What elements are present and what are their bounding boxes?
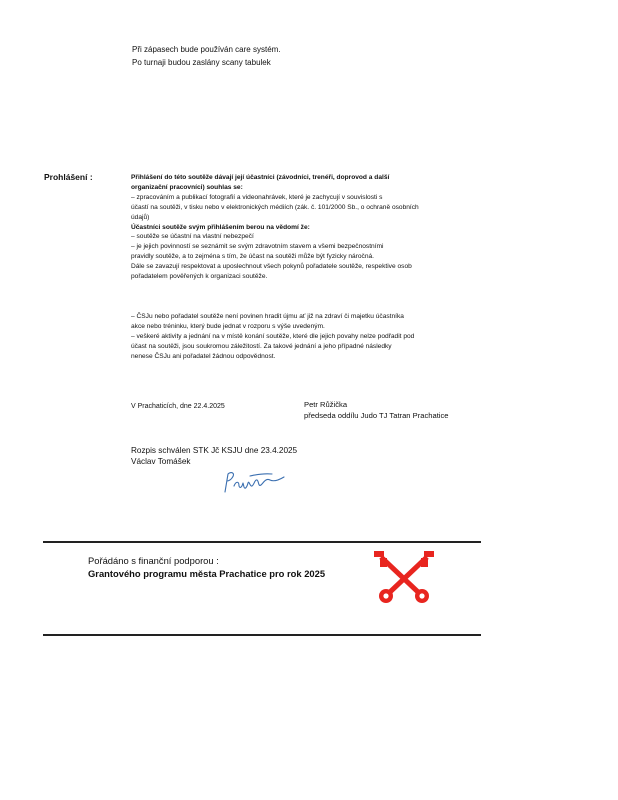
liability-line: – ČSJu nebo pořadatel soutěže není povinen hradit újmu ať již na zdraví či majetku účastníka [131,312,404,320]
declaration-line: Účastníci soutěže svým přihlášením berou na vědomí že: [131,223,310,231]
declaration-line: Dále se zavazují respektovat a uposlechnout všech pokynů pořadatele soutěže, respektive osob [131,263,412,271]
intro-line-scans: Po turnaji budou zaslány scany tabulek [132,58,271,67]
declaration-line: – soutěže se účastní na vlastní nebezpečí [131,233,254,241]
declaration-line: pořadatelem pověřených k organizaci soutěže. [131,273,268,281]
declaration-text [131,173,491,362]
signatory-role: předseda oddílu Judo TJ Tatran Prachatice [304,411,449,420]
signatory-name: Petr Růžička [304,400,348,409]
declaration-line: Přihlášení do této soutěže dávají její účastníci (závodníci, trenéři, doprovod a další [131,174,390,181]
approval-line: Rozpis schválen STK Jč KSJU dne 23.4.2025 [131,446,298,455]
declaration-line: organizační pracovníci) souhlas se: [131,183,243,191]
handwritten-signature [222,468,292,496]
place-date: V Prachaticích, dne 22.4.2025 [131,403,225,410]
crossed-keys-emblem-icon [372,548,436,608]
bottom-divider [43,634,481,636]
approver-name: Václav Tomášek [131,457,191,466]
declaration-line: – zpracováním a publikací fotografií a videonahrávek, které je zachycují v souvislosti s [131,193,383,201]
liability-line: účast na soutěži, jsou soukromou záležitostí. Za takové jednání a jeho případné následky [131,342,392,350]
liability-line: nenese ČSJu ani pořadatel žádnou odpovědnost. [131,352,276,360]
intro-line-care-system: Při zápasech bude používán care systém. [132,45,281,54]
support-program: Grantového programu města Prachatice pro rok 2025 [88,568,326,579]
liability-line: – veškeré aktivity a jednání na v místě konání soutěže, které dle jejich povahy nelze podřadit pod [131,332,415,340]
declaration-line: účastí na soutěži, v tisku nebo v elektronických médiích (zák. č. 101/2000 Sb., o ochraně osobních [131,203,419,211]
declaration-line: – je jejich povinností se seznámit se svým zdravotním stavem a všemi bezpečnostními [131,243,384,251]
declaration-line: pravidly soutěže, a to zejména s tím, že účast na soutěži může být fyzicky náročná. [131,253,374,261]
top-divider [43,541,481,543]
declaration-line: údajů) [131,213,150,221]
liability-line: akce nebo tréninku, který bude jednat v rozporu s výše uvedeným. [131,322,325,330]
support-line: Pořádáno s finanční podporou : [88,555,219,566]
declaration-label: Prohlášení : [44,172,93,182]
